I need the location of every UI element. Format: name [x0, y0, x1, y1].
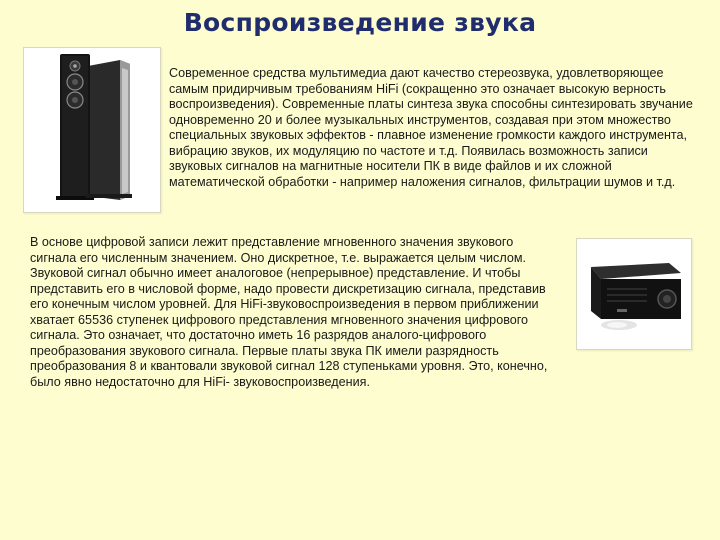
slide-title: Воспроизведение звука — [183, 8, 537, 37]
speakers-image — [23, 47, 161, 213]
paragraph-digital-recording: В основе цифровой записи лежит представление мгновенного значения звукового сигнала его численным значением. Оно дискретное, т.е. выражается целым числом. Звуковой сигнал обычно имеет аналоговое (непрерывное) представление. И чтобы представить его в числовой форме, надо провести дискретизацию сигнала, представив его конечным числом уровней. Для HiFi-звуковоспроизведения в первом приближении хватает 65536 ступенек цифрового представления мгновенного значения цифрового сигнала. Это означает, что достаточно иметь 16 разрядов аналого-цифрового преобразования звукового сигнала. Первые платы звука ПК имели разрядность преобразования 8 и квантовали звуковой сигнал 128 ступеньками уровня. Это, конечно, было явно недостаточно для HiFi- звуковоспроизведения. — [30, 235, 548, 389]
projector-image — [576, 238, 692, 350]
paragraph-hifi-quality: Современное средства мультимедиа дают качество стереозвука, удовлетворяющее самым придирчивым требованиям HiFi (сокращенно это означает высокую верность воспроизведения). Современные платы синтеза звука способны синтезировать звучание одновременно 20 и более музыкальных инструментов, создавая при этом множество специальных звуковых эффектов - плавное изменение громкости каждого инструмента, вибрацию звуков, их модуляцию по частоте и т.д. Появилась возможность записи звуковых сигналов на магнитные носители ПК в виде файлов и их сложной математической обработки - например наложения сигналов, фильтрации шумов и т.д. — [169, 66, 693, 189]
